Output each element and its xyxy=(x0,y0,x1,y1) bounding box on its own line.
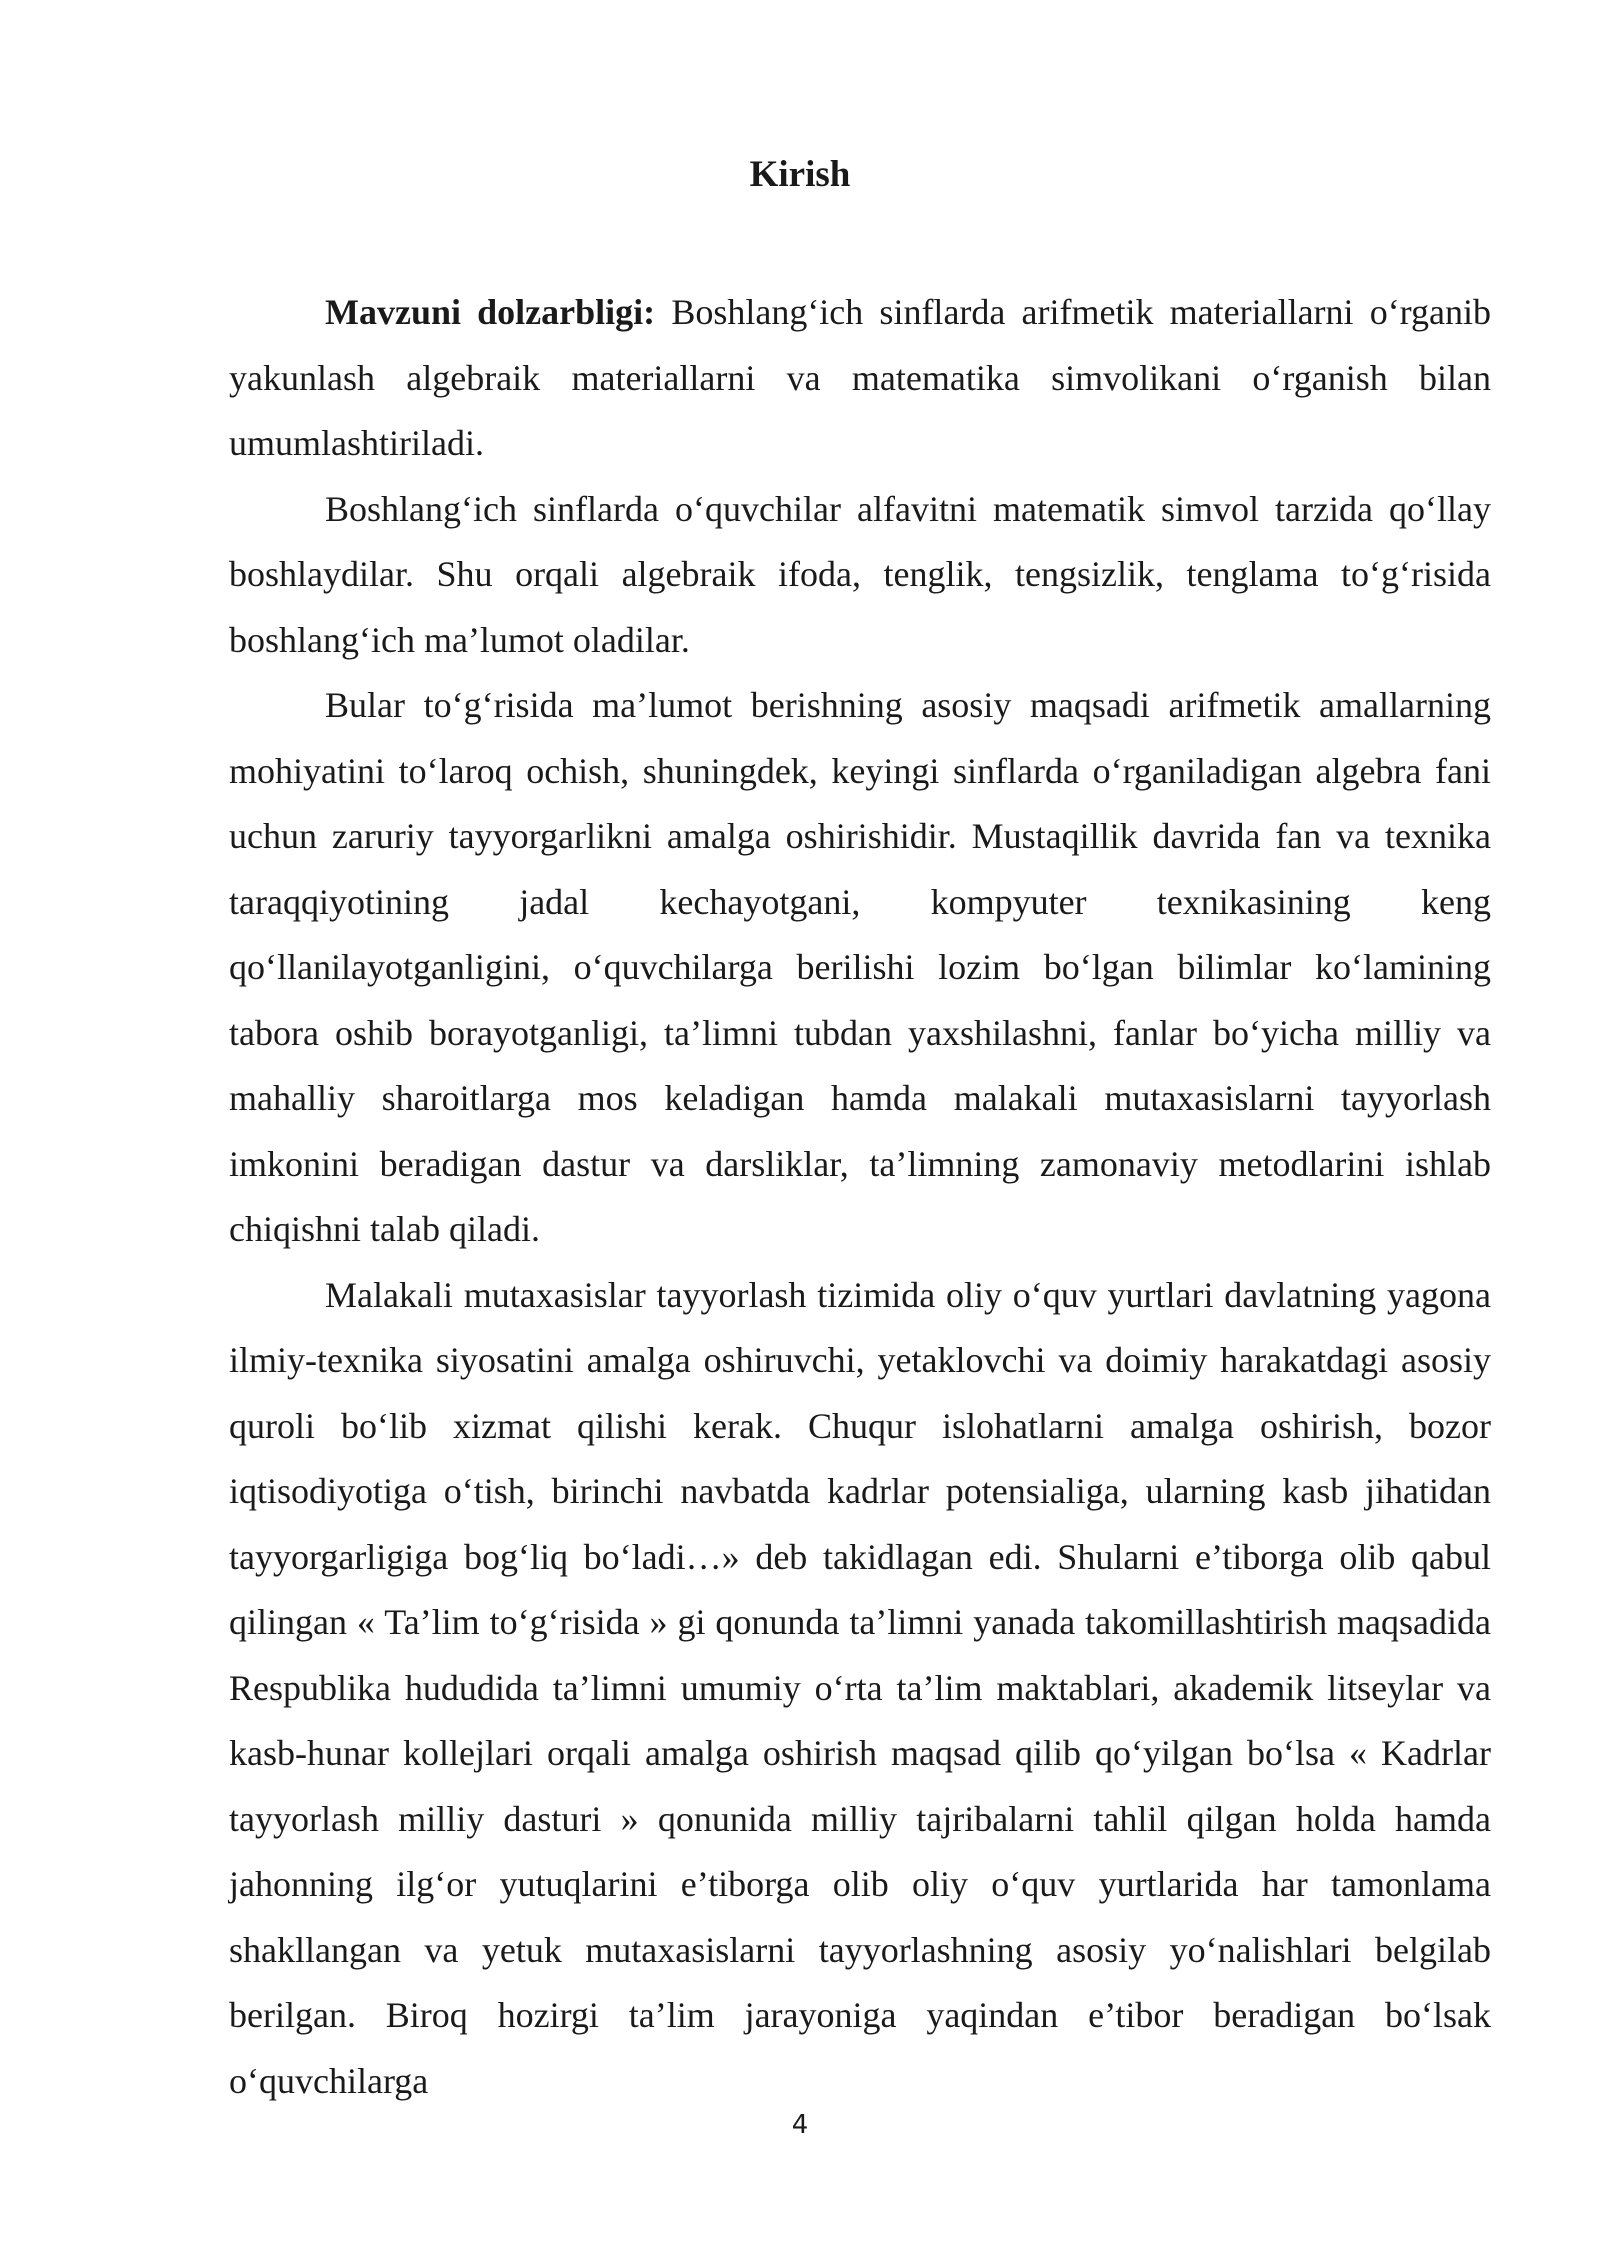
paragraph-text: Boshlang‘ich sinflarda arifmetik materiallarni o‘rganib yakunlash algebraik materiallarni va matematika simvolikani o‘rganish bilan umumlashtiriladi. xyxy=(229,292,1491,463)
relevance-label: Mavzuni dolzarbligi: xyxy=(325,292,656,332)
page-title: Kirish xyxy=(749,154,851,195)
paragraph-text: Malakali mutaxasislar tayyorlash tizimida oliy o‘quv yurtlari davlatning yagona ilmiy-texnika siyosatini amalga oshiruvchi, yetaklovchi va doimiy harakatdagi asosiy quroli bo‘lib xizmat qilishi kerak. Chuqur islohatlarni amalga oshirish, bozor iqtisodiyotiga o‘tish, birinchi navbatda kadrlar potensialiga, ularning kasb jihatidan tayyorgarligiga bog‘liq bo‘ladi…» deb takidlagan edi. Shularni e’tiborga olib qabul qilingan « Ta’lim to‘g‘risida » gi qonunda ta’limni yanada takomillashtirish maqsadida Respublika hududida ta’limni umumiy o‘rta ta’lim maktablari, akademik litseylar va kasb-hunar kollejlari orqali amalga oshirish maqsad qilib qo‘yilgan bo‘lsa « Kadrlar tayyorlash milliy dasturi » qonunida milliy tajribalarni tahlil qilgan holda hamda jahonning ilg‘or yutuqlarini e’tiborga olib oliy o‘quv yurtlarida har tamonlama shakllangan va yetuk mutaxasislarni tayyorlashning asosiy yo‘nalishlari belgilab berilgan. Biroq hozirgi ta’lim jarayoniga yaqindan e’tibor beradigan bo‘lsak o‘quvchilarga xyxy=(229,1274,1491,2101)
paragraph-relevance xyxy=(229,280,1491,477)
page-number: 4 xyxy=(791,2110,809,2140)
paragraph-text: Boshlang‘ich sinflarda o‘quvchilar alfavitni matematik simvol tarzida qo‘llay boshlaydilar. Shu orqali algebraik ifoda, tenglik, tengsizlik, tenglama to‘g‘risida boshlang‘ich ma’lumot oladilar. xyxy=(229,488,1491,660)
document-body xyxy=(229,280,1491,2114)
paragraph-text: Bular to‘g‘risida ma’lumot berishning asosiy maqsadi arifmetik amallarning mohiyatini to‘laroq ochish, shuningdek, keyingi sinflarda o‘rganiladigan algebra fani uchun zaruriy tayyorgarlikni amalga oshirishidir. Mustaqillik davrida fan va texnika taraqqiyotining jadal kechayotgani, kompyuter texnikasining keng qo‘llanilayotganligini, o‘quvchilarga berilishi lozim bo‘lgan bilimlar ko‘lamining tabora oshib borayotganligi, ta’limni tubdan yaxshilashni, fanlar bo‘yicha milliy va mahalliy sharoitlarga mos keladigan hamda malakali mutaxasislarni tayyorlash imkonini beradigan dastur va darsliklar, ta’limning zamonaviy metodlarini ishlab chiqishni talab qiladi. xyxy=(229,685,1491,1249)
